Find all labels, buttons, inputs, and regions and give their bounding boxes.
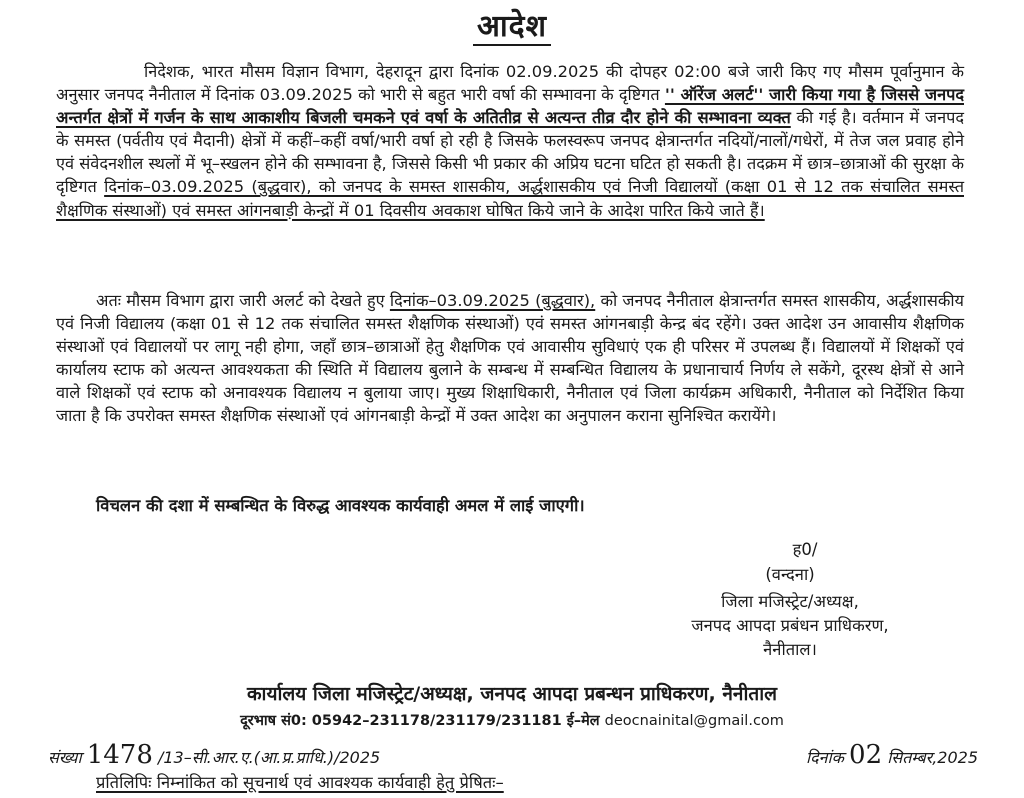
office-heading: कार्यालय जिला मजिस्ट्रेट/अध्यक्ष, जनपद आपदा प्रबन्धन प्राधिकरण, नैनीताल [246, 683, 778, 705]
document-title: आदेश [0, 4, 1024, 45]
paragraph-2: अतः मौसम विभाग द्वारा जारी अलर्ट को देखते हुए दिनांक–03.09.2025 (बुद्धवार), को जनपद नैनीताल क्षेत्रान्तर्गत समस्त शासकीय, अर्द्धशासकीय एवं निजी विद्यालय (कक्षा 01 से 12 तक संचालित समस्त शैक्षणिक संस्थाओं) एवं समस्त आंगनबाड़ी केन्द्र बंद रहेंगे। उक्त आदेश उन आवासीय शैक्षणिक संस्थाओं एवं विद्यालयों पर लागू नही होगा, जहाँ छात्र–छात्राओं हेतु शैक्षणिक एवं आवासीय सुविधाएं एक ही परिसर में उपलब्ध हैं। विद्यालयों में शिक्षकों एवं कार्यालय स्टाफ को अत्यन्त आवश्यकता की स्थिति में विद्यालय बुलाने के सम्बन्ध में सम्बन्धित विद्यालय के प्रधानाचार्य निर्णय ले सकेंगे, दूरस्थ क्षेत्रों से आने वाले शिक्षकों एवं स्टाफ को अनावश्यक विद्यालय न बुलाया जाए। मुख्य शिक्षाधिकारी, नैनीताल एवं जिला कार्यक्रम अधिकारी, नैनीताल को निर्देशित किया जाता है कि उपरोक्त समस्त शैक्षणिक संस्थाओं एवं आंगनबाड़ी केन्द्रों में उक्त आदेश का अनुपालन कराना सुनिश्चित करायेंगे। [56, 291, 964, 426]
reference-line [48, 738, 978, 770]
signature-name: (वन्दना) [765, 565, 815, 584]
reference-date: दिनांक 02 सितम्बर,2025 [806, 740, 978, 770]
handwritten-day: 02 [849, 740, 883, 770]
signature-signed: ह0/ [792, 540, 818, 559]
email-address: deocnainital@gmail.com [604, 713, 784, 729]
paragraph-1: निदेशक, भारत मौसम विज्ञान विभाग, देहरादून द्वारा दिनांक 02.09.2025 की दोपहर 02:00 बजे जारी किए गए मौसम पूर्वानुमान के अनुसार जनपद नैनीताल में दिनांक 03.09.2025 को भारी से बहुत भारी वर्षा की सम्भावना के दृष्टिगत '' ऑरेंज अलर्ट'' जारी किया गया है जिससे जनपद अन्तर्गत क्षेत्रों में गर्जन के साथ आकाशीय बिजली चमकने एवं वर्षा के अतितीव्र से अत्यन्त तीव्र दौर होने की सम्भावना व्यक्त की गई है। वर्तमान में जनपद के समस्त (पर्वतीय एवं मैदानी) क्षेत्रों में कहीं–कहीं वर्षा/भारी वर्षा हो रही है जिसके फलस्वरूप जनपद क्षेत्रान्तर्गत नदियों/नालों/गधेरों, में तेज जल प्रवाह होने एवं संवेदनशील स्थलों में भू–स्खलन होने की सम्भावना है, जिससे किसी भी प्रकार की अप्रिय घटना घटित हो सकती है। तदक्रम में छात्र–छात्राओं की सुरक्षा के दृष्टिगत दिनांक–03.09.2025 (बुद्धवार), को जनपद के समस्त शासकीय, अर्द्धशासकीय एवं निजी विद्यालयों (कक्षा 01 से 12 तक संचालित समस्त शैक्षणिक संस्थाओं) एवं समस्त आंगनबाड़ी केन्द्रों में 01 दिवसीय अवकाश घोषित किये जाने के आदेश पारित किये जाते हैं। [56, 62, 964, 220]
copy-to-line: प्रतिलिपिः निम्नांकित को सूचनार्थ एवं आवश्यक कार्यवाही हेतु प्रेषितः– [96, 773, 504, 792]
signature-designation: जिला मजिस्ट्रेट/अध्यक्ष, [721, 592, 859, 611]
signature-authority: जनपद आपदा प्रबंधन प्राधिकरण, [691, 616, 889, 635]
contact-line [0, 710, 1024, 730]
handwritten-number: 1478 [86, 740, 153, 770]
paragraph-3: विचलन की दशा में सम्बन्धित के विरुद्ध आवश्यक कार्यवाही अमल में लाई जाएगी। [96, 496, 585, 515]
reference-number: संख्या 1478 /13–सी.आर.ए.(आ.प्र.प्राधि.)/2025 [48, 740, 381, 770]
phone-numbers: दूरभाष सं0: 05942–231178/231179/231181 ई–मेल [240, 713, 605, 729]
holiday-declaration-underlined: दिनांक–03.09.2025 (बुद्धवार), को जनपद के समस्त शासकीय, अर्द्धशासकीय एवं निजी विद्यालयों (कक्षा 01 से 12 तक संचालित समस्त शैक्षणिक संस्थाओं) एवं समस्त आंगनबाड़ी केन्द्रों में 01 दिवसीय अवकाश घोषित किये जाने के आदेश पारित किये जाते हैं। [56, 177, 964, 220]
closure-date-underlined: दिनांक–03.09.2025 (बुद्धवार), [389, 291, 596, 310]
signature-place: नैनीताल। [763, 640, 817, 659]
orange-alert-underlined: '' ऑरेंज अलर्ट'' जारी किया गया है जिससे जनपद अन्तर्गत क्षेत्रों में गर्जन के साथ आकाशीय बिजली चमकने एवं वर्षा के अतितीव्र से अत्यन्त तीव्र दौर होने की सम्भावना व्यक्त [56, 85, 964, 128]
